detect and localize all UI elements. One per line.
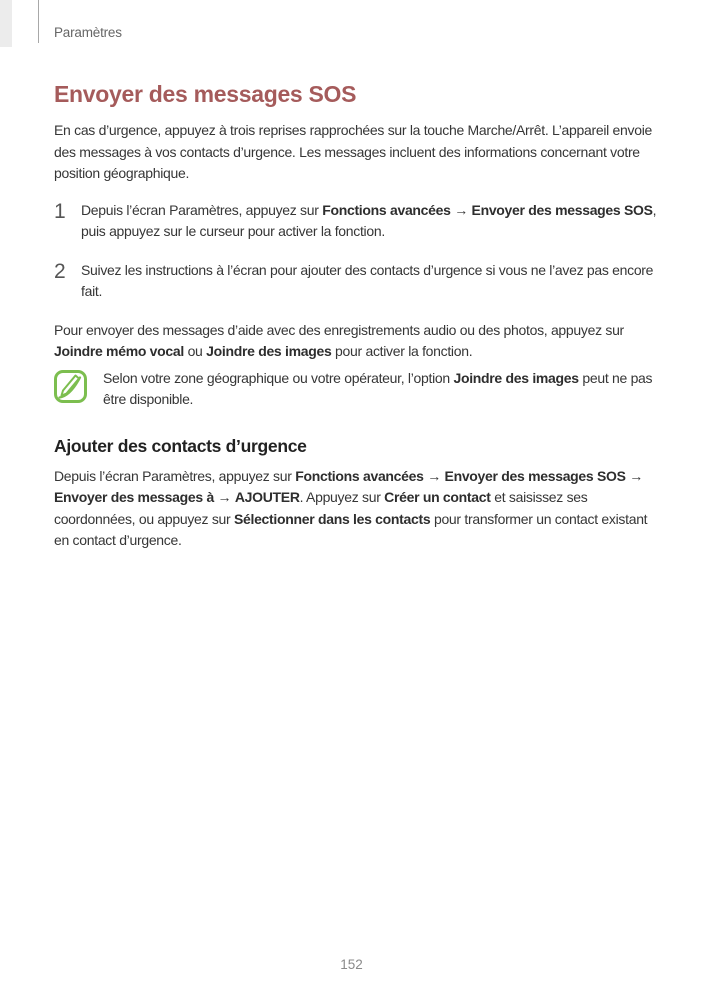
note-text: Selon votre zone géographique ou votre opérateur, l’option Joindre des images peut ne pas être disponible. [103,369,653,407]
section-paragraph: Depuis l’écran Paramètres, appuyez sur Fonctions avancées → Envoyer des messages SOS → Envoyer des messages à → AJOUTER. Appuyez sur Créer un contact et saisissez ses coordonnées, ou appuyez sur Sélectionner dans les contacts pour transformer un contact existant en contact d’urgence. [54,467,648,548]
step-1 [54,200,662,243]
page-number: 152 [340,957,363,972]
step-2-number: 2 [54,259,66,283]
step-1-text: Depuis l’écran Paramètres, appuyez sur Fonctions avancées → Envoyer des messages SOS, puis appuyez sur le curseur pour activer la fonction. [81,201,657,239]
note-pencil-icon [54,370,87,403]
step-1-number: 1 [54,199,66,223]
scan-artifact [0,0,12,47]
page-title: Envoyer des messages SOS [54,81,357,107]
section-heading: Ajouter des contacts d’urgence [54,435,307,456]
after-steps-paragraph: Pour envoyer des messages d’aide avec des enregistrements audio ou des photos, appuyez sur Joindre mémo vocal ou Joindre des images pour activer la fonction. [54,321,624,359]
header-divider [38,0,39,43]
step-2 [54,260,662,303]
step-2-text: Suivez les instructions à l’écran pour ajouter des contacts d’urgence si vous ne l’avez pas encore fait. [81,261,654,299]
breadcrumb: Paramètres [54,25,122,40]
intro-paragraph: En cas d’urgence, appuyez à trois reprises rapprochées sur la touche Marche/Arrêt. L’appareil envoie des messages à vos contacts d’urgence. Les messages incluent des informations concernant votre position géographique. [54,122,653,181]
note-callout [54,368,662,411]
page-content [54,80,662,552]
